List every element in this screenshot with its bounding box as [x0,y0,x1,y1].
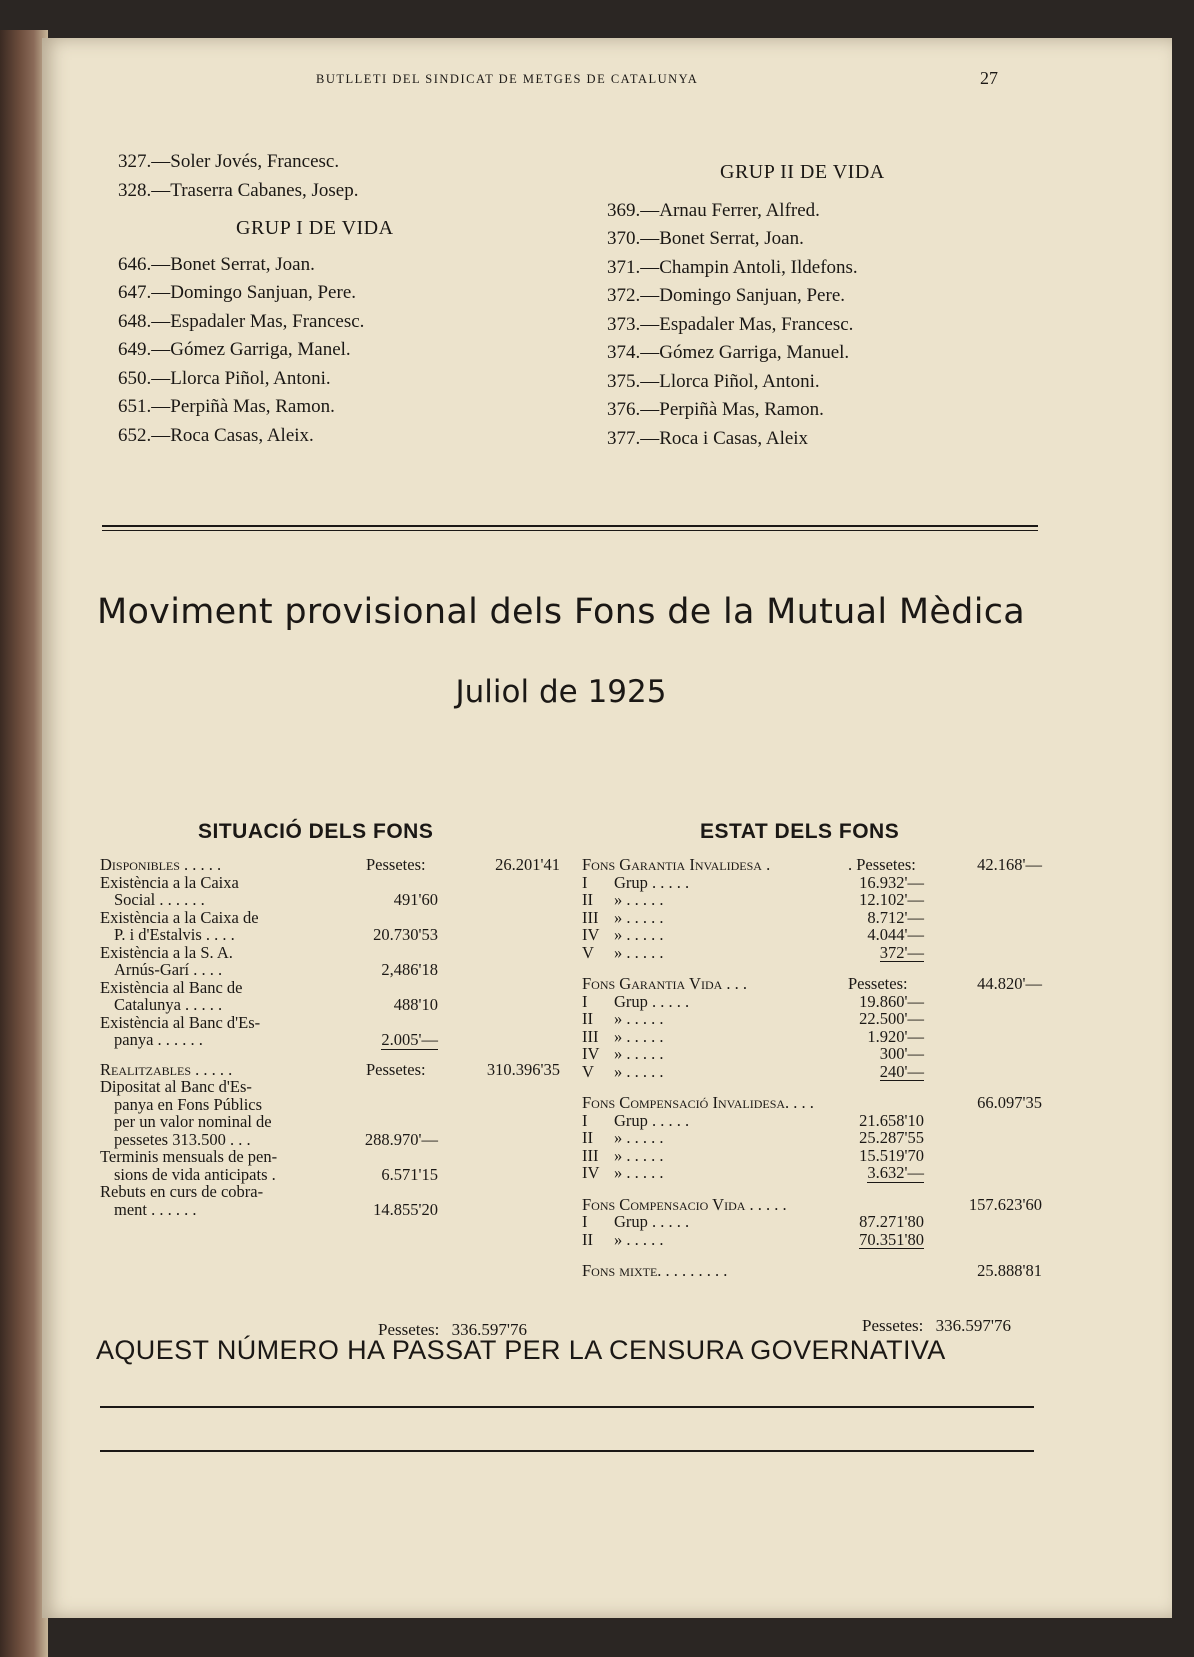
group-amount: 21.658'10 [859,1110,924,1130]
group-roman: IV [582,1163,600,1182]
table-row [100,1201,560,1219]
table-row [582,1112,1042,1130]
group-amount: 4.044'— [867,925,924,944]
group-roman: II [582,1128,593,1147]
table-row [100,961,560,979]
divider [102,530,1038,531]
fund-total: 42.168'— [977,855,1042,874]
list-item: 649.—Gómez Garriga, Manel. [118,339,351,360]
group-dots: » . . . . . [614,890,664,909]
list-item: 647.—Domingo Sanjuan, Pere. [118,282,357,303]
divider [100,1406,1034,1408]
situacio-table [100,856,560,1218]
row-label: Disponibles . . . . . [100,855,222,874]
row-label: Realitzables . . . . . [100,1059,233,1079]
table-row [100,856,560,874]
group-amount: 22.500'— [859,1009,924,1028]
table-row [100,1148,560,1166]
group-roman: II [582,1229,593,1249]
row-amount: 2,486'18 [381,960,438,979]
group-amount: 8.712'— [867,907,924,927]
group-dots: » . . . . . [614,1229,664,1249]
fund-label: Fons Compensacio Vida . . . . . [582,1194,787,1214]
group-dots: » . . . . . [614,942,664,962]
row-label: Terminis mensuals de pen- [100,1147,278,1166]
group-dots: » . . . . . [614,907,664,927]
group-roman: I [582,1212,588,1231]
group-roman: II [582,1009,593,1028]
left-member-list [118,148,394,450]
table-row [100,1166,560,1184]
table-row [100,1061,560,1079]
group-amount: 300'— [879,1044,924,1063]
table-row [100,1031,560,1049]
group-title: GRUP II DE VIDA [720,161,885,183]
group-roman: I [582,872,588,892]
row-label: Catalunya . . . . . [114,995,223,1014]
row-label: Dipositat al Banc d'Es- [100,1077,252,1096]
list-item: 375.—Llorca Piñol, Antoni. [607,370,820,392]
row-label: pessetes 313.500 . . . [114,1129,251,1149]
group-dots: » . . . . . [614,1009,664,1028]
row-amount: 2.005'— [381,1030,438,1049]
fund-total: 44.820'— [977,974,1042,993]
list-item: 646.—Bonet Serrat, Joan. [118,253,315,275]
running-header: BUTLLETI DEL SINDICAT DE METGES DE CATALUNYA [316,72,699,86]
group-dots: Grup . . . . . [614,1212,690,1231]
row-amount: 14.855'20 [373,1199,438,1219]
table-row [582,1164,1042,1182]
article-title: Moviment provisional dels Fons de la Mutual Mèdica [96,592,1026,632]
list-item: 374.—Gómez Garriga, Manuel. [607,342,850,363]
row-label: per un valor nominal de [114,1112,272,1131]
group-roman: III [582,1026,599,1046]
group-amount: 1.920'— [867,1026,924,1046]
table-row [100,944,560,962]
group-amount: 12.102'— [859,890,924,909]
group-amount: 25.287'55 [859,1128,924,1147]
table-row [100,1113,560,1131]
group-dots: » . . . . . [614,1044,664,1063]
fund-total: 25.888'81 [977,1261,1042,1280]
fund-header [582,856,1042,874]
estat-heading: ESTAT DELS FONS [700,820,900,843]
table-row [582,909,1042,927]
group-roman: III [582,1145,599,1165]
table-row [100,874,560,892]
group-amount: 3.632'— [867,1163,924,1182]
total-value: 336.597'76 [451,1320,527,1339]
group-dots: » . . . . . [614,1026,664,1046]
group-amount: 19.860'— [859,991,924,1011]
fund-header [582,1196,1042,1214]
group-amount: 16.932'— [859,872,924,892]
table-row [582,1231,1042,1249]
row-label: Existència a la Caixa [100,872,239,892]
list-item: 370.—Bonet Serrat, Joan. [607,228,804,249]
table-row [582,1147,1042,1165]
group-dots: » . . . . . [614,1145,664,1165]
group-dots: » . . . . . [614,1128,664,1147]
table-row [100,1131,560,1149]
fund-label: Fons Garantia Vida . . . [582,974,748,993]
group-roman: II [582,890,593,909]
fund-total: 157.623'60 [968,1194,1042,1214]
estat-table [582,856,1042,1280]
row-amount: 488'10 [393,995,438,1014]
group-dots: Grup . . . . . [614,1110,690,1130]
total-label: Pessetes: [862,1316,924,1335]
group-roman: IV [582,925,600,944]
table-row [582,1129,1042,1147]
table-row [582,891,1042,909]
table-row [100,891,560,909]
fund-total: 66.097'35 [977,1093,1042,1112]
row-total: 26.201'41 [495,855,560,874]
row-amount: 20.730'53 [373,925,438,944]
list-item: 328.—Traserra Cabanes, Josep. [118,179,359,201]
group-roman: V [582,1061,594,1081]
divider [102,525,1038,527]
list-item: 376.—Perpiñà Mas, Ramon. [607,399,824,420]
row-total: 310.396'35 [486,1059,560,1079]
table-row [100,909,560,927]
table-row [100,979,560,997]
row-amount: 491'60 [393,890,438,909]
list-item: 648.—Espadaler Mas, Francesc. [118,310,365,332]
group-dots: » . . . . . [614,1061,664,1081]
row-label: panya en Fons Públics [114,1094,263,1114]
table-row [100,1014,560,1032]
table-row [582,1063,1042,1081]
group-amount: 240'— [879,1061,924,1081]
table-row [582,944,1042,962]
table-row [582,926,1042,944]
table-row [582,874,1042,892]
fund-label: Fons Garantia Invalidesa . [582,855,771,874]
table-row [582,1045,1042,1063]
group-roman: IV [582,1044,600,1063]
row-currency: Pessetes: [366,1059,426,1079]
group-amount: 70.351'80 [859,1229,924,1249]
group-roman: I [582,1110,588,1130]
list-item: 650.—Llorca Piñol, Antoni. [118,367,331,389]
fund-header [582,1262,1042,1280]
list-item: 651.—Perpiñà Mas, Ramon. [118,396,335,417]
group-dots: Grup . . . . . [614,991,690,1011]
list-item: 373.—Espadaler Mas, Francesc. [607,313,854,335]
table-row [100,996,560,1014]
row-label: sions de vida anticipats . [114,1164,276,1184]
group-roman: I [582,991,588,1011]
fund-label: Fons mixte. . . . . . . . . [582,1261,728,1280]
group-amount: 87.271'80 [859,1212,924,1231]
table-row [100,1183,560,1201]
row-label: Existència al Banc de [100,977,243,997]
row-label: panya . . . . . . [114,1030,203,1049]
group-title: GRUP I DE VIDA [236,217,394,239]
row-currency: Pessetes: [366,855,426,874]
row-label: Social . . . . . . [114,890,205,909]
list-item: 377.—Roca i Casas, Aleix [607,427,809,449]
book-spine [0,30,48,1657]
list-item: 372.—Domingo Sanjuan, Pere. [607,285,846,306]
table-row [100,1096,560,1114]
group-amount: 372'— [879,942,924,962]
group-roman: V [582,942,594,962]
censorship-notice: AQUEST NÚMERO HA PASSAT PER LA CENSURA GOVERNATIVA [96,1335,946,1365]
divider [100,1450,1034,1452]
right-member-list [607,158,885,453]
group-dots: » . . . . . [614,1163,664,1182]
group-roman: III [582,907,599,927]
table-row [582,1213,1042,1231]
fund-header [582,975,1042,993]
table-row [582,1028,1042,1046]
row-currency: Pessetes: [848,974,908,993]
total-value: 336.597'76 [935,1316,1011,1335]
table-row [100,1078,560,1096]
fund-label: Fons Compensació Invalidesa. . . . [582,1093,814,1112]
row-label: P. i d'Estalvis . . . . [114,925,235,944]
total-label: Pessetes: [378,1320,440,1339]
list-item: 327.—Soler Jovés, Francesc. [118,151,340,172]
group-dots: » . . . . . [614,925,664,944]
row-label: Arnús-Garí . . . . [114,960,223,979]
fund-header [582,1094,1042,1112]
page-number: 27 [980,68,998,88]
row-currency: . Pessetes: [848,855,916,874]
table-row [582,993,1042,1011]
table-row [100,926,560,944]
row-label: Existència a la Caixa de [100,907,259,927]
situacio-heading: SITUACIÓ DELS FONS [198,820,434,843]
article-subtitle: Juliol de 1925 [455,674,667,710]
estat-total [862,1316,1011,1336]
row-label: Existència al Banc d'Es- [100,1012,261,1032]
row-amount: 6.571'15 [381,1164,438,1184]
row-amount: 288.970'— [364,1129,438,1149]
list-item: 652.—Roca Casas, Aleix. [118,424,314,446]
table-row [582,1010,1042,1028]
list-item: 371.—Champin Antoli, Ildefons. [607,256,858,278]
list-item: 369.—Arnau Ferrer, Alfred. [607,199,820,221]
row-label: ment . . . . . . [114,1199,197,1219]
row-label: Existència a la S. A. [100,942,233,962]
row-label: Rebuts en curs de cobra- [100,1182,264,1201]
group-dots: Grup . . . . . [614,872,690,892]
group-amount: 15.519'70 [859,1145,924,1165]
